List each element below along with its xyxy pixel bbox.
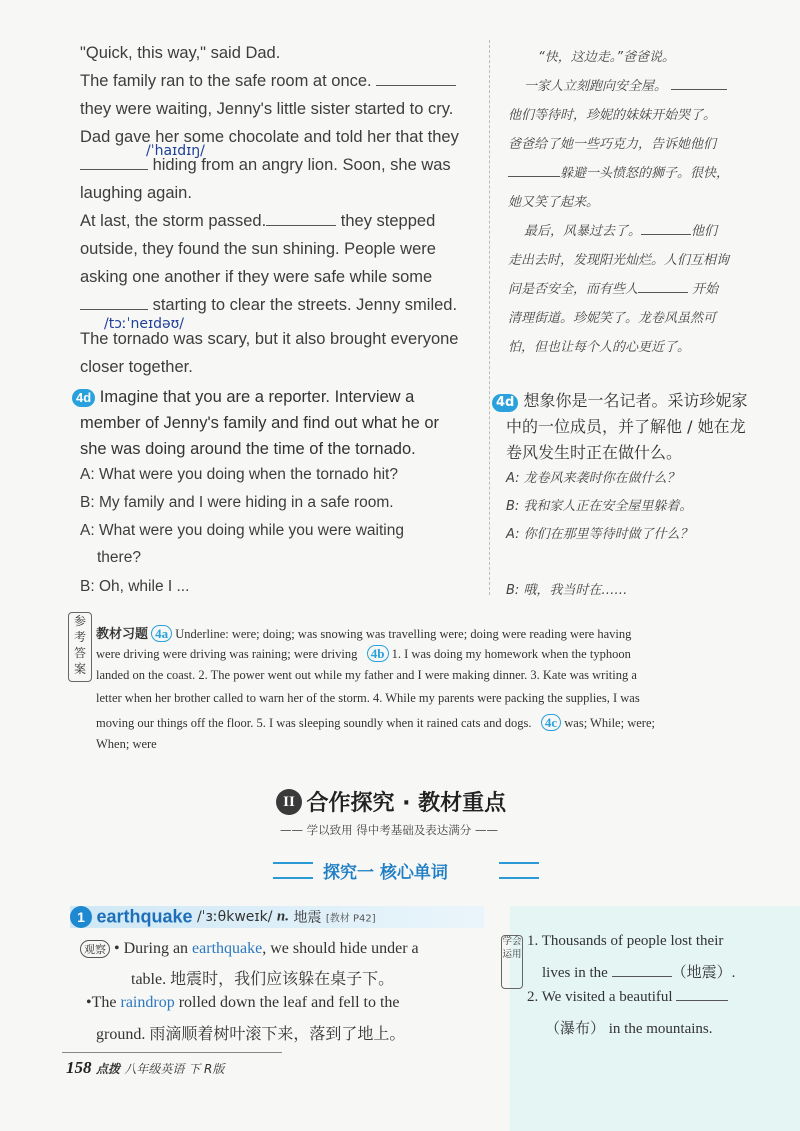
answer-blank[interactable] (376, 85, 456, 86)
answer-blank[interactable] (80, 169, 148, 170)
answer-line: When; were (96, 737, 157, 751)
answer-line: landed on the coast. 2. The power went out while my father and I were making dinner. 3. Kate was writing a (96, 668, 637, 682)
phonetic-hiding: /ˈhaɪdɪŋ/ (146, 143, 205, 159)
answer-blank[interactable] (676, 1000, 728, 1001)
answer-blank[interactable] (612, 976, 672, 977)
example-line: table. 地震时，我们应该躲在桌子下。 (131, 971, 395, 988)
word-phonetic: /ˈɜːθkweɪk/ (196, 909, 273, 925)
section-title-text: 合作探究 · 教材重点 (306, 791, 507, 816)
book-name: 八年级英语 下 R版 (124, 1062, 225, 1076)
dialog-line: B: Oh, while I ... (80, 578, 190, 595)
dialog-line: A: What were you doing when the tornado hit? (80, 466, 398, 483)
story-cn-line: “快，这边走。”爸爸说。 (538, 50, 675, 65)
answer-line: moving our things off the floor. 5. I was sleeping soundly when it rained cats and dogs. 4c was; While; were; (96, 715, 655, 730)
reference-answer-label: 参考答案 (68, 612, 92, 682)
column-divider (489, 40, 490, 595)
word-pos: n. (276, 908, 289, 925)
answer-blank[interactable] (80, 309, 148, 310)
section-title (276, 786, 506, 817)
example-line: 观察 • During an earthquake, we should hide under a (80, 940, 419, 958)
answer-badge-4c: 4c (541, 714, 561, 731)
dialog-line: A: What were you doing while you were waiting (80, 522, 404, 539)
observe-label: 观察 (80, 940, 110, 958)
story-cn-line: 一家人立刻跑向安全屋。 (524, 75, 727, 94)
answer-blank[interactable] (641, 234, 691, 235)
story-en-line: hiding from an angry lion. Soon, she was (80, 156, 451, 175)
story-en-line: Dad gave her some chocolate and told her that they (80, 128, 459, 146)
story-en-line: closer together. (80, 358, 193, 376)
story-en-line: they were waiting, Jenny's little sister started to cry. (80, 100, 454, 118)
example-line: ground. 雨滴顺着树叶滚下来，落到了地上。 (96, 1026, 406, 1043)
dialog-line-cn: B: 哦，我当时在…… (506, 583, 628, 598)
task-4d-prompt-cn: 中的一位成员，并了解他 / 她在龙 (506, 417, 746, 436)
practice-q1: 1. Thousands of people lost their (527, 933, 724, 949)
dialog-line-cn: A: 你们在那里等待时做了什么？ (506, 527, 693, 542)
story-cn-line: 走出去时，发现阳光灿烂。人们互相询 (508, 253, 730, 268)
story-en-line: "Quick, this way," said Dad. (80, 44, 281, 62)
answer-blank[interactable] (508, 176, 560, 177)
story-en-line: asking one another if they were safe while some (80, 268, 433, 286)
story-en-line: At last, the storm passed. they stepped (80, 212, 436, 230)
page-number: 158 (66, 1058, 92, 1077)
word-meaning: 地震 (293, 910, 322, 926)
practice-q2-line2: （瀑布） in the mountains. (545, 1021, 713, 1037)
answer-blank[interactable] (638, 292, 688, 293)
sub-heading (273, 858, 527, 883)
phonetic-tornado: /tɔːˈneɪdəʊ/ (104, 316, 185, 332)
task-4d-prompt-en: member of Jenny's family and find out what he or (80, 414, 439, 432)
highlight-raindrop: raindrop (120, 994, 175, 1011)
answers-heading: 教材习题 (96, 627, 149, 642)
task-4d-prompt-cn: 卷风发生时正在做什么。 (506, 443, 683, 462)
task-4d-prompt-cn: 4d 想象你是一名记者。采访珍妮家 (492, 388, 747, 412)
story-cn-line: 怕，但也让每个人的心更近了。 (508, 340, 691, 355)
practice-q1-line2: lives in the （地震）. (542, 965, 736, 981)
story-cn-line: 问是否安全，而有些人 开始 (508, 282, 719, 297)
answer-line: were driving were driving was raining; were driving 4b 1. I was doing my homework when the typhoon (96, 646, 631, 661)
task-4d-prompt-en: 4d Imagine that you are a reporter. Interview a (72, 388, 414, 407)
dialog-line: there? (97, 549, 141, 566)
word-entry (70, 906, 376, 928)
sub-heading-text: 探究一 核心单词 (323, 863, 448, 883)
story-en-line: outside, they found the sun shining. People were (80, 240, 436, 258)
word-source: [教材 P42] (325, 913, 376, 925)
task-badge-4d-cn: 4d (492, 394, 518, 412)
answer-line: 教材习题 4a Underline: were; doing; was snowing was travelling were; doing were reading were having (96, 626, 632, 642)
dialog-line-cn: B: 我和家人正在安全屋里躲着。 (506, 499, 693, 514)
story-en-line: starting to clear the streets. Jenny smiled. (80, 296, 457, 315)
story-cn-line: 清理街道。珍妮笑了。龙卷风虽然可 (508, 311, 717, 326)
story-en-line: The family ran to the safe room at once. (80, 72, 456, 91)
story-cn-line: 最后，风暴过去了。 他们 (524, 224, 718, 239)
practice-q2: 2. We visited a beautiful (527, 989, 728, 1006)
footer (66, 1058, 224, 1078)
dialog-line: B: My family and I were hiding in a safe room. (80, 494, 394, 511)
story-en-line: The tornado was scary, but it also brought everyone (80, 330, 459, 348)
section-subtitle: —— 学以致用 得中考基础及表达满分 —— (280, 823, 498, 837)
answer-blank[interactable] (671, 89, 727, 90)
decor-lines-left (273, 862, 313, 879)
brand-name: 点拨 (95, 1062, 120, 1076)
word-number-badge: 1 (70, 906, 92, 928)
answer-blank[interactable] (266, 225, 336, 226)
footer-rule (62, 1052, 282, 1053)
story-en-line: laughing again. (80, 184, 192, 202)
story-cn-line: 躲避一头愤怒的狮子。很快， (508, 162, 729, 181)
dialog-line-cn: A: 龙卷风来袭时你在做什么？ (506, 471, 680, 486)
highlight-earthquake: earthquake (192, 940, 263, 957)
section-numeral: II (276, 789, 302, 815)
example-line: •The raindrop rolled down the leaf and fell to the (86, 994, 400, 1011)
answer-badge-4b: 4b (367, 645, 389, 662)
task-4d-prompt-en: she was doing around the time of the tornado. (80, 440, 416, 458)
word-headword: earthquake (96, 906, 193, 927)
practice-label: 学会运用 (501, 935, 523, 989)
story-cn-line: 爸爸给了她一些巧克力，告诉她他们 (508, 137, 717, 152)
story-cn-line: 他们等待时，珍妮的妹妹开始哭了。 (508, 108, 717, 123)
answer-line: letter when her brother called to warn her of the storm. 4. While my parents were packing the supplies, I was (96, 691, 640, 705)
task-badge-4d: 4d (72, 389, 95, 407)
story-cn-line: 她又笑了起来。 (508, 195, 600, 210)
answer-badge-4a: 4a (151, 625, 172, 642)
decor-lines-right (499, 862, 539, 879)
